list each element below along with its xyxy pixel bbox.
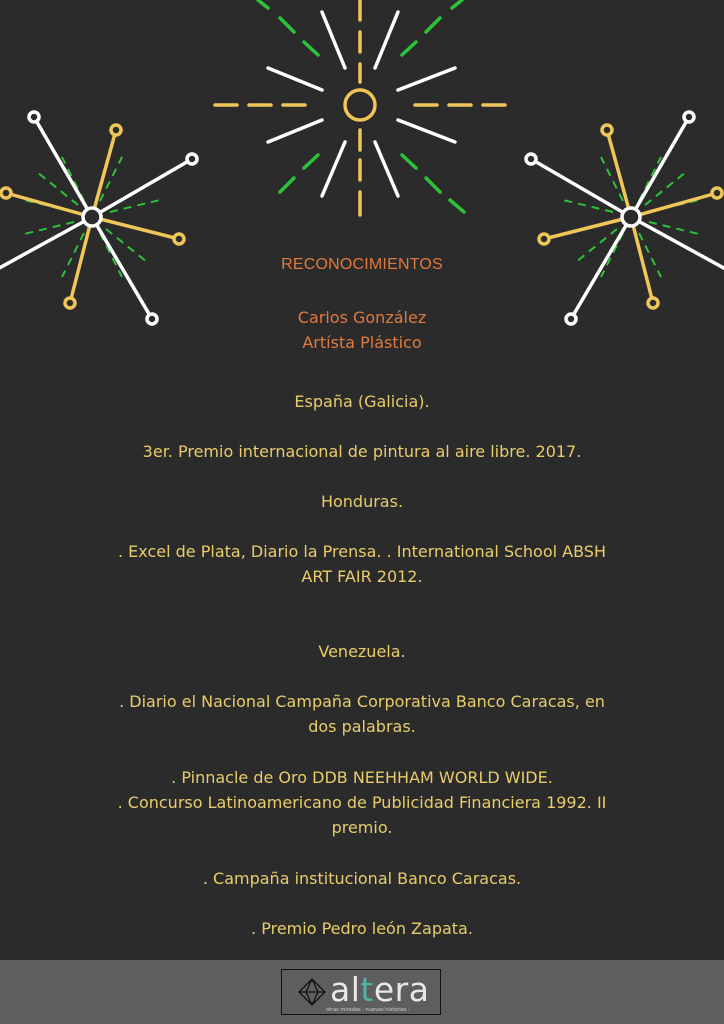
section-heading-honduras: Honduras.: [320, 492, 404, 511]
award-item: 3er. Premio internacional de pintura al aire libre. 2017.: [142, 442, 582, 461]
fireworks-burst-icon: [0, 112, 197, 324]
altera-logo[interactable]: [281, 969, 441, 1015]
award-item: . Concurso Latinoamericano de Publicidad Financiera 1992. II premio.: [117, 793, 607, 837]
award-item: . Excel de Plata, Diario la Prensa. . International School ABSH ART FAIR 2012.: [118, 542, 606, 586]
fireworks-burst-icon: [215, 0, 505, 215]
author-block: [0, 305, 724, 355]
award-item: . Diario el Nacional Campaña Corporativa Banco Caracas, en dos palabras.: [119, 692, 605, 736]
award-item: . Campaña institucional Banco Caracas.: [202, 869, 522, 888]
award-item: . Premio Pedro león Zapata.: [251, 919, 473, 938]
diamond-logo-icon: [298, 978, 326, 1006]
brand-wordmark: altera: [330, 970, 430, 1009]
section-heading-spain: España (Galicia).: [294, 392, 430, 411]
page-title: RECONOCIMIENTOS: [281, 256, 443, 273]
fireworks-decoration: [0, 0, 724, 340]
fireworks-burst-icon: [526, 112, 724, 324]
author-name: Carlos González: [297, 308, 427, 327]
brand-tagline: otras miradas - nuevas historias -: [326, 1007, 410, 1013]
author-role: Artísta Plástico: [302, 333, 422, 352]
award-item: . Pinnacle de Oro DDB NEEHHAM WORLD WIDE.: [171, 768, 553, 787]
section-heading-venezuela: Venezuela.: [318, 642, 406, 661]
